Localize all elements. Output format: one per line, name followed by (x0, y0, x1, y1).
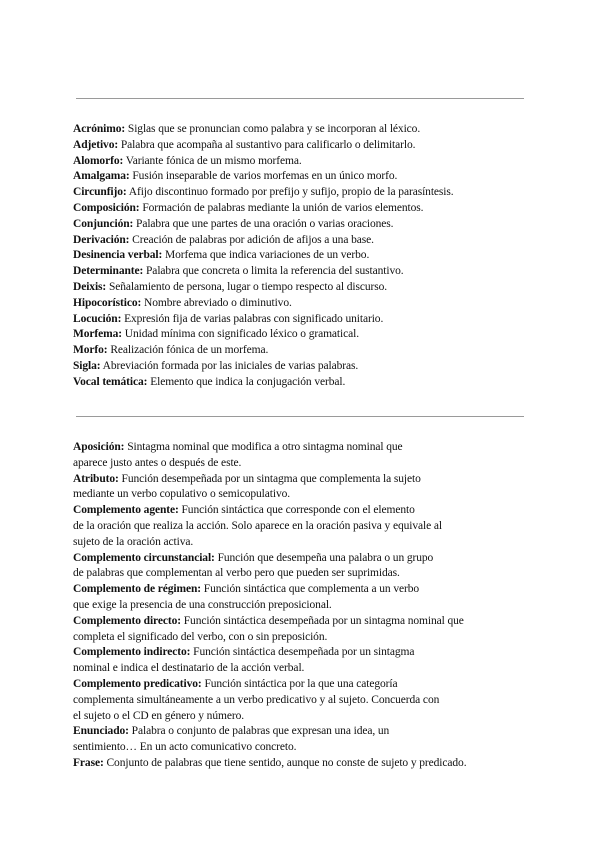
glossary-entry (73, 756, 533, 772)
glossary-definition: Conjunto de palabras que tiene sentido, aunque no conste de sujeto y predicado. (106, 756, 467, 769)
glossary-entry (73, 122, 533, 138)
glossary-entry (73, 154, 533, 170)
glossary-definition: Función sintáctica por la que una categoría (204, 677, 398, 690)
glossary-definition-continued: mediante un verbo copulativo o semicopulativo. (73, 488, 291, 501)
glossary-term: Complemento agente: (73, 504, 179, 517)
glossary-definition: Función desempeñada por un sintagma que complementa la sujeto (121, 472, 421, 485)
glossary-definition: Realización fónica de un morfema. (110, 344, 269, 357)
glossary-term: Atributo: (73, 472, 119, 485)
glossary-definition: Afijo discontinuo formado por prefijo y sufijo, propio de la parasíntesis. (128, 186, 454, 199)
glossary-entry (73, 138, 533, 154)
glossary-definition-continued: sentimiento… En un acto comunicativo concreto. (73, 741, 297, 754)
glossary-term: Deixis: (73, 280, 107, 293)
glossary-entry (73, 551, 533, 583)
glossary-entry (73, 343, 533, 359)
glossary-definition: Sintagma nominal que modifica a otro sintagma nominal que (127, 441, 403, 453)
glossary-definition: Variante fónica de un mismo morfema. (125, 154, 302, 167)
top-divider (76, 98, 524, 99)
middle-divider (76, 416, 524, 417)
glossary-entry (73, 375, 533, 391)
glossary-definition: Palabra que acompaña al sustantivo para calificarlo o delimitarlo. (120, 138, 416, 151)
glossary-definition: Siglas que se pronuncian como palabra y se incorporan al léxico. (127, 123, 421, 135)
glossary-line (73, 503, 533, 519)
glossary-line (73, 614, 533, 630)
glossary-term: Aposición: (73, 441, 125, 453)
glossary-entry (73, 280, 533, 296)
glossary-definition-continued: complementa simultáneamente a un verbo predicativo y al sujeto. Concuerda con (73, 693, 440, 706)
glossary-term: Morfema: (73, 328, 123, 341)
glossary-definition: Palabra que concreta o limita la referencia del sustantivo. (146, 265, 404, 278)
glossary-entry (73, 677, 533, 724)
glossary-definition-continued: completa el significado del verbo, con o sin preposición. (73, 630, 328, 643)
glossary-syntax (73, 440, 533, 772)
glossary-definition: Señalamiento de persona, lugar o tiempo respecto al discurso. (108, 280, 388, 293)
glossary-entry (73, 169, 533, 185)
glossary-definition-continued: el sujeto o el CD en género y número. (73, 709, 244, 722)
glossary-definition: Función sintáctica que complementa a un verbo (203, 583, 420, 596)
glossary-entry (73, 503, 533, 550)
glossary-definition-continued: de la oración que realiza la acción. Solo aparece en la oración pasiva y equivale al (73, 519, 442, 532)
glossary-entry (73, 217, 533, 233)
glossary-term: Enunciado: (73, 725, 129, 738)
glossary-entry (73, 201, 533, 217)
glossary-definition: Abreviación formada por las iniciales de varias palabras. (102, 359, 359, 372)
glossary-term: Frase: (73, 756, 104, 769)
glossary-definition: Unidad mínima con significado léxico o gramatical. (124, 328, 359, 341)
glossary-definition: Nombre abreviado o diminutivo. (144, 296, 292, 309)
glossary-term: Desinencia verbal: (73, 249, 163, 262)
glossary-entry (73, 724, 533, 756)
glossary-entry (73, 296, 533, 312)
glossary-definition-continued: nominal e indica el destinatario de la acción verbal. (73, 662, 305, 675)
glossary-line (73, 756, 533, 772)
glossary-definition: Formación de palabras mediante la unión de varios elementos. (142, 201, 424, 214)
glossary-term: Complemento de régimen: (73, 583, 202, 596)
glossary-term: Composición: (73, 201, 140, 214)
glossary-definition: Función sintáctica desempeñada por un sintagma nominal que (183, 614, 464, 627)
glossary-line (73, 472, 533, 488)
glossary-term: Adjetivo: (73, 138, 119, 151)
glossary-term: Derivación: (73, 233, 130, 246)
glossary-entry (73, 645, 533, 677)
glossary-entry (73, 327, 533, 343)
glossary-definition: Función sintáctica desempeñada por un sintagma (193, 646, 415, 659)
glossary-line (73, 677, 533, 693)
glossary-line (73, 582, 533, 598)
glossary-entry (73, 248, 533, 264)
glossary-definition: Elemento que indica la conjugación verbal. (150, 375, 346, 388)
glossary-term: Sigla: (73, 359, 101, 372)
glossary-term: Complemento predicativo: (73, 677, 202, 690)
glossary-entry (73, 233, 533, 249)
glossary-definition: Palabra que une partes de una oración o varias oraciones. (136, 217, 394, 230)
glossary-term: Complemento indirecto: (73, 646, 191, 659)
glossary-definition: Palabra o conjunto de palabras que expresan una idea, un (131, 725, 390, 738)
glossary-definition: Morfema que indica variaciones de un verbo. (165, 249, 370, 262)
glossary-term: Locución: (73, 312, 122, 325)
glossary-entry (73, 614, 533, 646)
glossary-definition: Función sintáctica que corresponde con el elemento (181, 504, 415, 517)
glossary-term: Amalgama: (73, 170, 130, 183)
glossary-term: Alomorfo: (73, 154, 124, 167)
glossary-entry (73, 440, 533, 472)
glossary-term: Complemento circunstancial: (73, 551, 215, 564)
glossary-term: Acrónimo: (73, 123, 126, 135)
glossary-definition: Creación de palabras por adición de afijos a una base. (132, 233, 374, 246)
glossary-entry (73, 264, 533, 280)
glossary-entry (73, 359, 533, 375)
glossary-definition-continued: sujeto de la oración activa. (73, 535, 194, 548)
glossary-term: Hipocorístico: (73, 296, 142, 309)
glossary-entry (73, 185, 533, 201)
glossary-line (73, 724, 533, 740)
glossary-definition: Fusión inseparable de varios morfemas en un único morfo. (132, 170, 398, 183)
glossary-line (73, 551, 533, 567)
glossary-definition-continued: aparece justo antes o después de este. (73, 456, 242, 469)
glossary-line (73, 440, 533, 456)
glossary-morphology (73, 122, 533, 391)
glossary-definition: Expresión fija de varias palabras con significado unitario. (124, 312, 384, 325)
glossary-entry (73, 582, 533, 614)
glossary-term: Conjunción: (73, 217, 134, 230)
glossary-definition: Función que desempeña una palabra o un grupo (217, 551, 434, 564)
glossary-term: Complemento directo: (73, 614, 181, 627)
glossary-term: Determinante: (73, 265, 144, 278)
glossary-definition-continued: de palabras que complementan al verbo pero que pueden ser suprimidas. (73, 567, 400, 580)
glossary-term: Vocal temática: (73, 375, 148, 388)
glossary-line (73, 645, 533, 661)
glossary-entry (73, 312, 533, 328)
glossary-definition-continued: que exige la presencia de una construcción preposicional. (73, 598, 332, 611)
glossary-term: Morfo: (73, 344, 108, 357)
glossary-entry (73, 472, 533, 504)
glossary-term: Circunfijo: (73, 186, 127, 199)
